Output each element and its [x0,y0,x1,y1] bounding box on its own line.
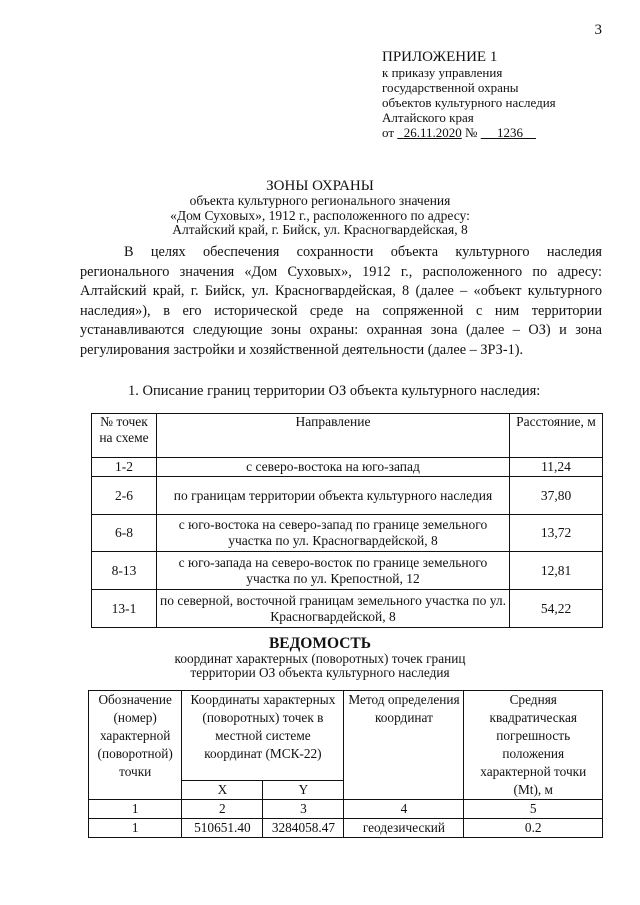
col-number: 5 [464,800,603,819]
appendix-title: ПРИЛОЖЕНИЕ 1 [382,49,498,65]
appendix-line: Алтайского края [382,110,474,125]
intro-paragraph [80,243,602,360]
cell-points: 13-1 [92,590,157,628]
cell-distance: 37,80 [510,477,603,515]
appendix-line: объектов культурного наследия [382,95,556,110]
header-method: Метод определения координат [344,691,464,800]
number-prefix: № [465,125,478,140]
col-number: 4 [344,800,464,819]
cell-direction: по границам территории объекта культурного наследия [157,477,510,515]
vedomost-subtitle [0,652,640,680]
coordinates-table [88,690,603,838]
table-row [92,552,603,590]
subtitle-line: «Дом Суховых», 1912 г., расположенного по адресу: [170,207,470,223]
cell-points: 6-8 [92,515,157,552]
order-date: 26.11.2020 [403,125,462,140]
appendix-date-line [382,125,556,140]
cell-error: 0.2 [464,819,603,838]
header-y: Y [263,781,344,800]
header-x: X [182,781,263,800]
appendix-line: государственной охраны [382,80,519,95]
table-row [92,515,603,552]
subtitle-line: объекта культурного регионального значения [189,193,451,208]
cell-direction: с северо-востока на юго-запад [157,458,510,477]
cell-direction: по северной, восточной границам земельного участка по ул. Красногвардейской, 8 [157,590,510,628]
col-number: 3 [263,800,344,819]
appendix-block [382,50,556,140]
header-error: Средняя квадратическая погрешность положения характерной точки (Mt), м [464,691,603,800]
vedomost-line: территории ОЗ объекта культурного наследия [190,665,450,680]
cell-points: 1-2 [92,458,157,477]
column-number-row [89,800,603,819]
header-designation: Обозначение (номер) характерной (поворотной) точки [89,691,182,800]
table-header-row [89,691,603,781]
subtitle-line: Алтайский край, г. Бийск, ул. Красногвардейская, 8 [172,222,468,237]
cell-distance: 11,24 [510,458,603,477]
col-number: 1 [89,800,182,819]
section1-title: 1. Описание границ территории ОЗ объекта культурного наследия: [128,383,541,399]
table-row [92,590,603,628]
zones-title: ЗОНЫ ОХРАНЫ [266,178,374,194]
header-coordinates: Координаты характерных (поворотных) точек в местной системе координат (МСК-22) [182,691,344,781]
cell-method: геодезический [344,819,464,838]
cell-direction: с юго-востока на северо-запад по границе земельного участка по ул. Красногвардейской, 8 [157,515,510,552]
cell-points: 2-6 [92,477,157,515]
cell-distance: 13,72 [510,515,603,552]
cell-points: 8-13 [92,552,157,590]
cell-distance: 54,22 [510,590,603,628]
header-direction: Направление [157,414,510,458]
zones-subtitle [0,194,640,238]
cell-direction: с юго-запада на северо-восток по границе земельного участка по ул. Крепостной, 12 [157,552,510,590]
cell-x: 510651.40 [182,819,263,838]
boundary-table [91,413,603,628]
table-row [89,819,603,838]
header-points: № точек на схеме [92,414,157,458]
cell-point: 1 [89,819,182,838]
table-row [92,477,603,515]
table-header-row [92,414,603,458]
cell-distance: 12,81 [510,552,603,590]
col-number: 2 [182,800,263,819]
table-row [92,458,603,477]
cell-y: 3284058.47 [263,819,344,838]
page-number: 3 [594,22,602,38]
paragraph-text: В целях обеспечения сохранности объекта культурного наследия регионального значения «Дом Суховых», 1912 г., расположенного по адресу: Алтайский край, г. Бийск, ул. Красногвардейская, 8 (далее – «объект культурного наследия»), в его исторической среде на сопряженной с ним территории устанавливаются следующие зоны охраны: охранная зона (далее – ОЗ) и зона регулирования застройки и хозяйственной деятельности (далее – ЗРЗ-1). [80,244,602,358]
header-distance: Расстояние, м [510,414,603,458]
date-prefix: от [382,125,395,140]
appendix-line: к приказу управления [382,65,503,80]
vedomost-title: ВЕДОМОСТЬ [268,635,372,652]
vedomost-line: координат характерных (поворотных) точек границ [174,651,466,666]
order-number: 1236 [496,125,523,140]
